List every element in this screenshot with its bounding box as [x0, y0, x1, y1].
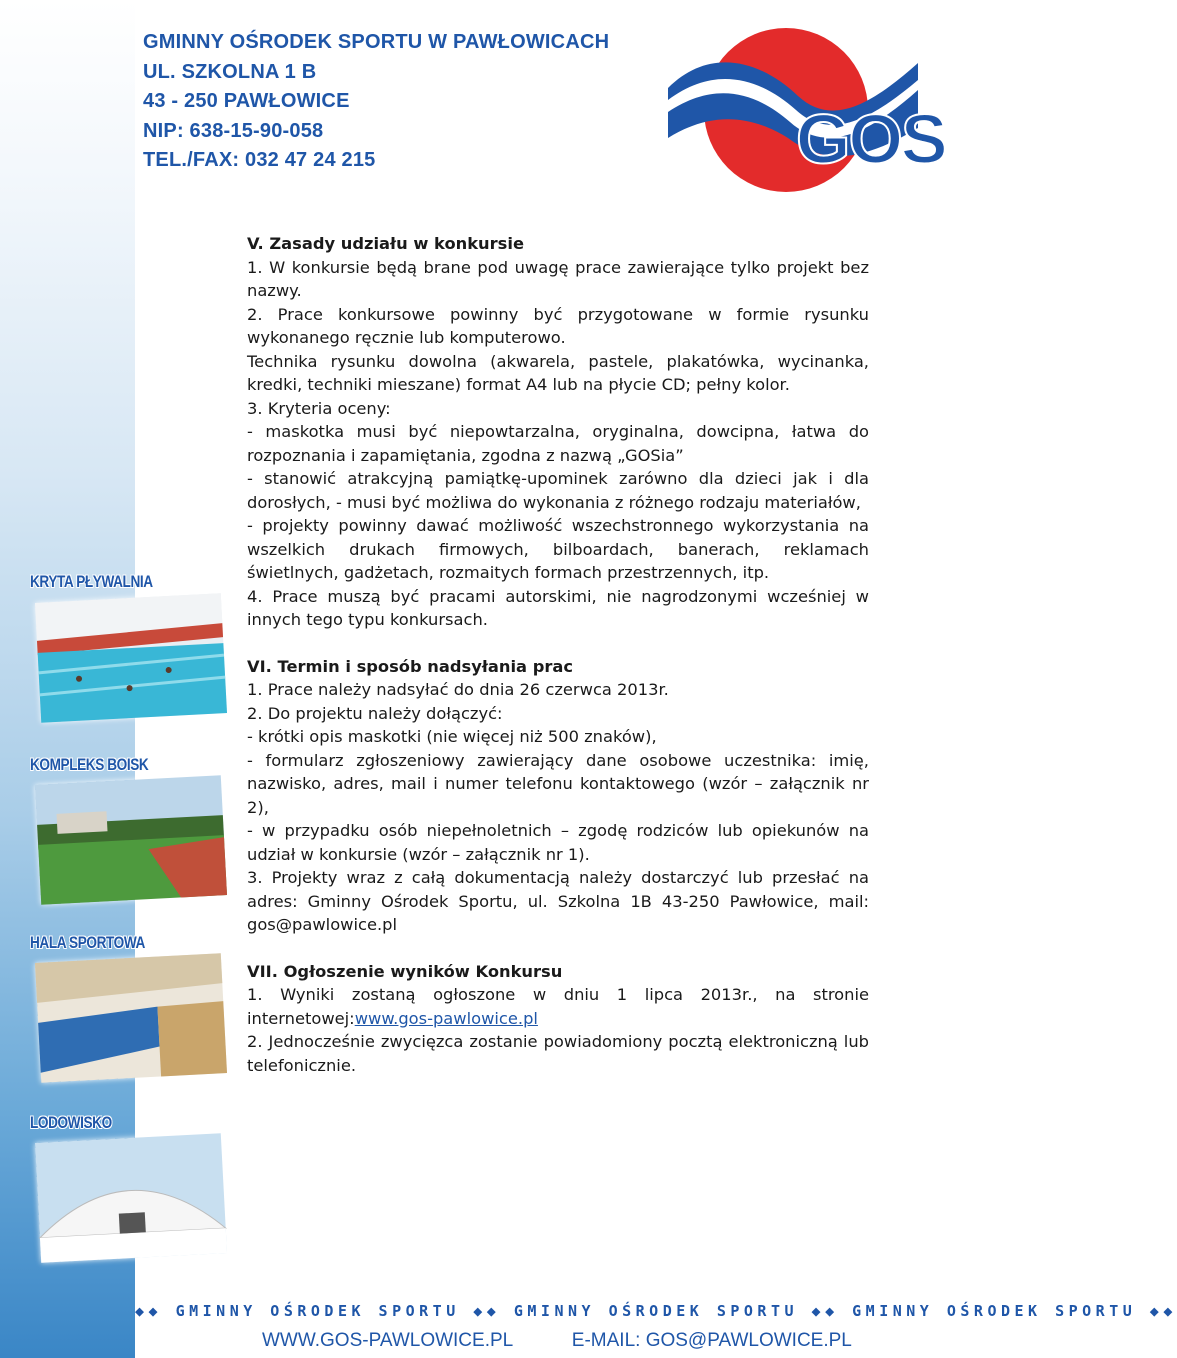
facility-pool: [30, 572, 230, 592]
section-5-title: V. Zasady udziału w konkursie: [247, 234, 524, 253]
rule-6-2-b: - formularz zgłoszeniowy zawierający dane osobowe uczestnika: imię, nazwisko, adres, mail i numer telefonu kontaktowego (wzór – załącznik nr 2),: [247, 750, 869, 817]
hall-photo: [35, 953, 227, 1083]
rule-5-2-technique: Technika rysunku dowolna (akwarela, pastele, plakatówka, wycinanka, kredki, techniki mieszane) format A4 lub na płycie CD; pełny kolor.: [247, 351, 869, 394]
rule-6-3: 3. Projekty wraz z całą dokumentacją należy dostarczyć lub przesłać na adres: Gminny Ośrodek Sportu, ul. Szkolna 1B 43-250 Pawłowice, mail: gos@pawlowice.pl: [247, 868, 869, 934]
facility-hall: [30, 933, 230, 953]
rule-6-2: 2. Do projektu należy dołączyć:: [247, 703, 503, 723]
rule-7-2: 2. Jednocześnie zwycięzca zostanie powiadomiony pocztą elektroniczną lub telefonicznie.: [247, 1032, 869, 1075]
rule-5-4: 4. Prace muszą być pracami autorskimi, nie nagrodzonymi wcześniej w innych tego typu konkursach.: [247, 586, 869, 629]
facility-pool-label: KRYTA PŁYWALNIA: [30, 572, 153, 591]
footer-banner: [135, 1302, 1177, 1322]
rule-5-3-b: - stanowić atrakcyjną pamiątkę-upominek zarówno dla dzieci jak i dla dorosłych, - musi być możliwa do wykonania z różnego rodzaju materiałów,: [247, 469, 869, 512]
org-city: 43 - 250 PAWŁOWICE: [143, 90, 350, 112]
rule-7-1: [247, 983, 869, 1030]
rule-6-1: 1. Prace należy nadsyłać do dnia 26 czerwca 2013r.: [247, 680, 669, 699]
facility-rink-label: LODOWISKO: [30, 1113, 112, 1132]
rule-5-3-a: - maskotka musi być niepowtarzalna, oryginalna, dowcipna, łatwa do rozpoznania i zapamiętania, zgodna z nazwą „GOSia”: [247, 422, 869, 465]
rule-7-1-text: 1. Wyniki zostaną ogłoszone w dniu 1 lipca 2013r., na stronie internetowej:: [247, 985, 869, 1028]
footer-website: WWW.GOS-PAWLOWICE.PL: [262, 1330, 514, 1351]
document-body: [247, 232, 869, 1077]
org-name: GMINNY OŚRODEK SPORTU W PAWŁOWICACH: [143, 31, 610, 53]
facility-fields-label: KOMPLEKS BOISK: [30, 755, 149, 774]
section-7-title: VII. Ogłoszenie wyników Konkursu: [247, 961, 563, 981]
org-nip: NIP: 638-15-90-058: [143, 119, 324, 142]
rule-6-2-c: - w przypadku osób niepełnoletnich – zgodę rodziców lub opiekunów na udział w konkursie (wzór – załącznik nr 1).: [247, 821, 869, 864]
section-6-title: VI. Termin i sposób nadsyłania prac: [247, 656, 574, 676]
org-phone: TEL./FAX: 032 47 24 215: [143, 149, 376, 171]
footer-email: E-MAIL: GOS@PAWLOWICE.PL: [571, 1330, 852, 1351]
facility-rink: [30, 1113, 230, 1133]
rule-5-2: 2. Prace konkursowe powinny być przygotowane w formie rysunku wykonanego ręcznie lub komputerowo.: [247, 304, 869, 347]
fields-photo: [35, 775, 227, 905]
rule-5-1: 1. W konkursie będą brane pod uwagę prace zawierające tylko projekt bez nazwy.: [247, 257, 869, 300]
rule-5-3: 3. Kryteria oceny:: [247, 398, 391, 418]
header-address: [143, 28, 609, 176]
facility-hall-label: HALA SPORTOWA: [30, 933, 145, 952]
org-street: UL. SZKOLNA 1 B: [143, 60, 317, 83]
gos-logo: [668, 18, 946, 198]
rule-6-2-a: - krótki opis maskotki (nie więcej niż 500 znaków),: [247, 727, 657, 746]
logo-text: GOS: [796, 100, 946, 178]
footer-contact: [262, 1330, 852, 1352]
pool-photo: [35, 593, 227, 723]
banner-text: ◆◆ GMINNY OŚRODEK SPORTU ◆◆ GMINNY OŚRODEK SPORTU ◆◆ GMINNY OŚRODEK SPORTU ◆◆: [135, 1302, 1177, 1320]
facility-fields: [30, 755, 230, 775]
rule-5-3-c: - projekty powinny dawać możliwość wszechstronnego wykorzystania na wszelkich drukach firmowych, bilboardach, banerach, reklamach świetlnych, gadżetach, rozmaitych formach przestrzennych, itp.: [247, 516, 869, 582]
website-link[interactable]: www.gos-pawlowice.pl: [354, 1008, 538, 1028]
rink-photo: [35, 1133, 227, 1263]
